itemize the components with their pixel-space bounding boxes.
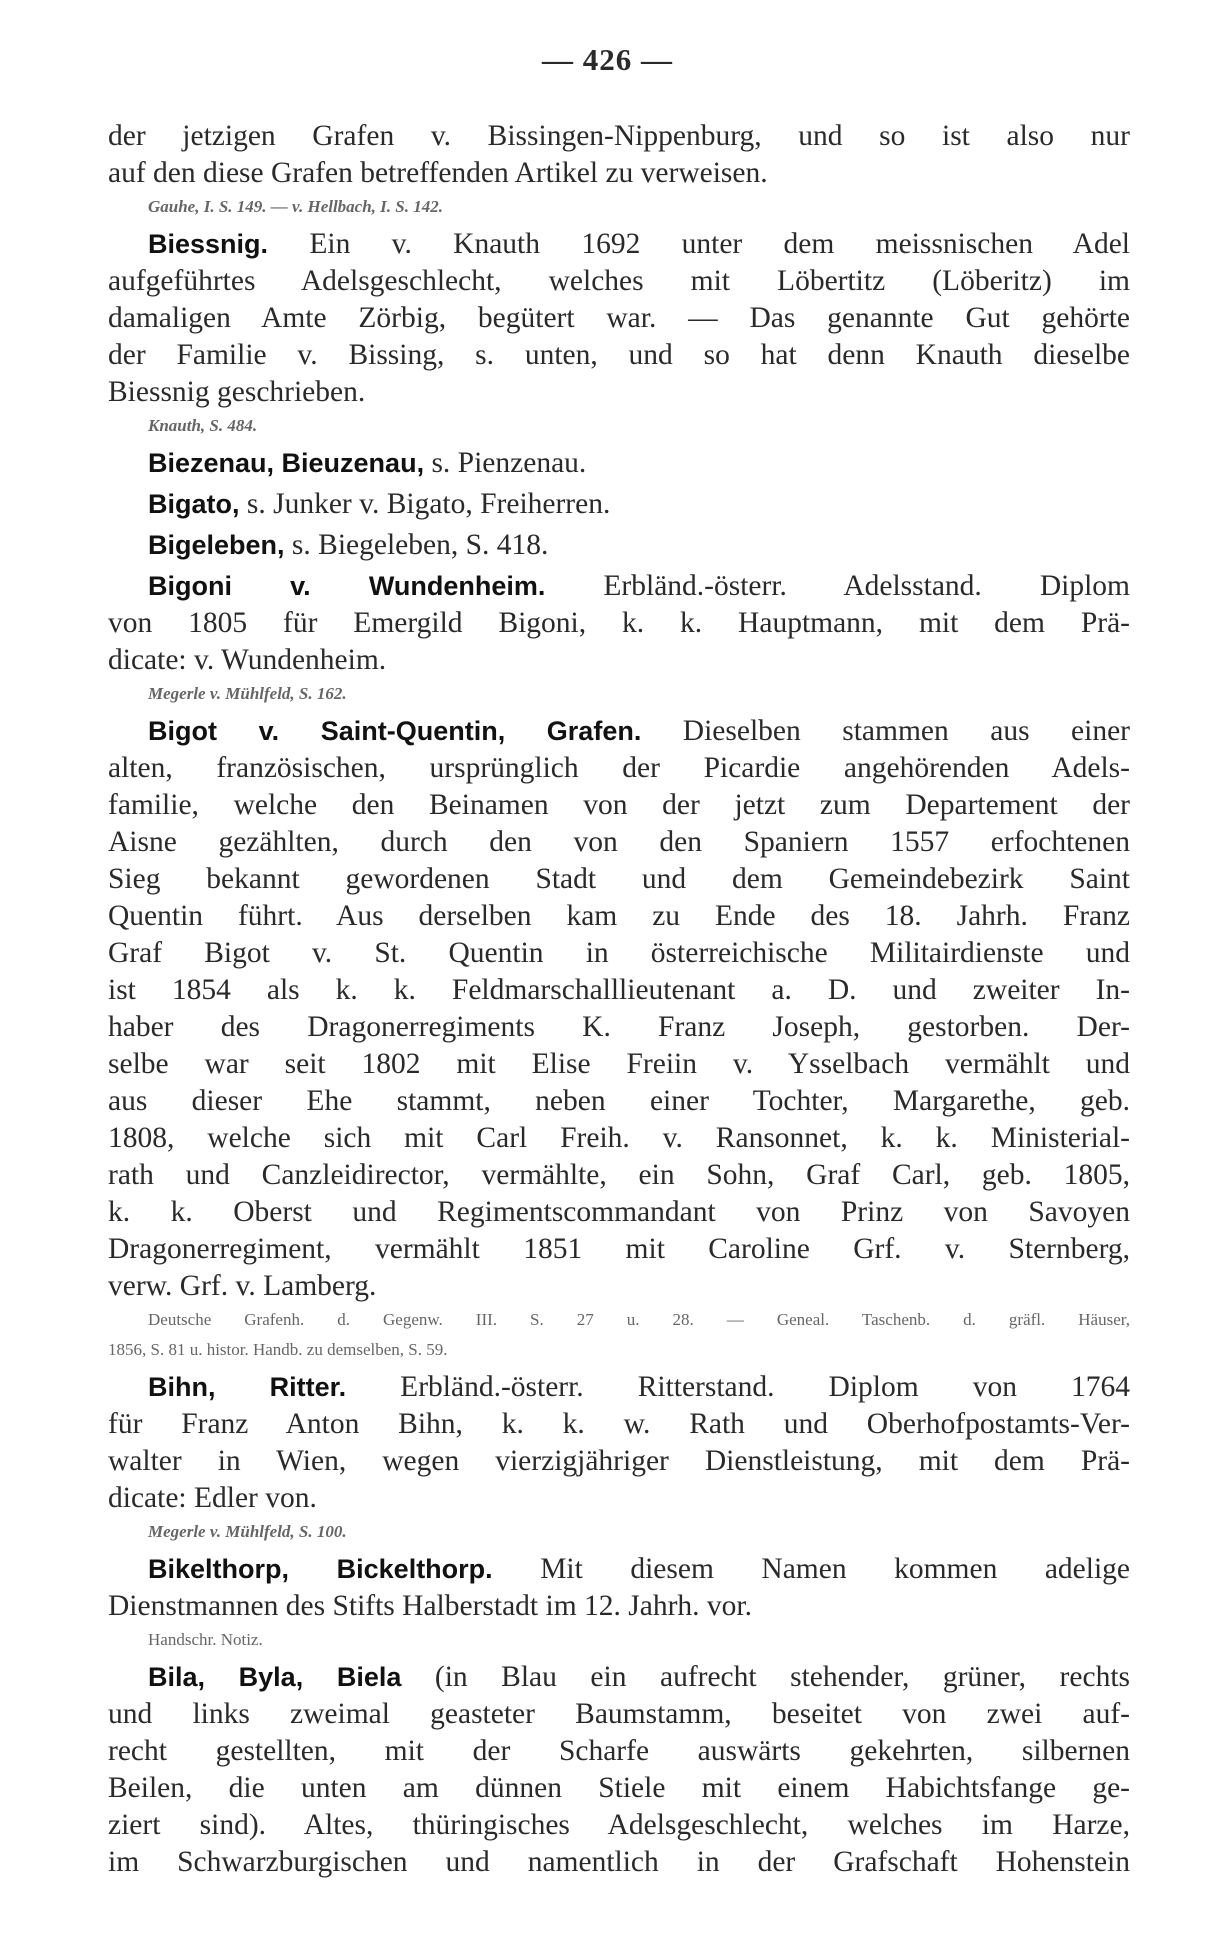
text-line: auf den diese Grafen betreffenden Artikel zu verweisen. bbox=[108, 157, 768, 189]
text-line bbox=[108, 1369, 1130, 1406]
citation-line: Gauhe, I. S. 149. — v. Hellbach, I. S. 142. bbox=[148, 197, 444, 216]
text-line: recht gestellten, mit der Scharfe auswärts gekehrten, silbernen bbox=[108, 1735, 1130, 1767]
text-line: ziert sind). Altes, thüringisches Adelsgeschlecht, welches im Harze, bbox=[108, 1809, 1130, 1841]
text-line: Biessnig geschrieben. bbox=[108, 376, 366, 408]
entry-text: Dieselben stammen aus einer bbox=[641, 715, 1130, 747]
text-line: für Franz Anton Bihn, k. k. w. Rath und Oberhofpostamts-Ver- bbox=[108, 1408, 1130, 1440]
text-line: 1808, welche sich mit Carl Freih. v. Ransonnet, k. k. Ministerial- bbox=[108, 1122, 1130, 1154]
text-line: Aisne gezählten, durch den von den Spaniern 1557 erfochtenen bbox=[108, 826, 1130, 858]
source-citation bbox=[108, 411, 1130, 441]
dictionary-entry bbox=[108, 568, 1130, 679]
text-line: alten, französischen, ursprünglich der Picardie angehörenden Adels- bbox=[108, 752, 1130, 784]
entry-headword: Bigoni v. Wundenheim. bbox=[148, 571, 546, 601]
citation-line: Knauth, S. 484. bbox=[148, 416, 258, 435]
page-number: — 426 — bbox=[542, 42, 673, 77]
text-line bbox=[108, 486, 1130, 523]
text-line: Sieg bekannt gewordenen Stadt und dem Gemeindebezirk Saint bbox=[108, 863, 1130, 895]
citation-line: Megerle v. Mühlfeld, S. 100. bbox=[148, 1522, 347, 1541]
text-line: rath und Canzleidirector, vermählte, ein Sohn, Graf Carl, geb. 1805, bbox=[108, 1159, 1130, 1191]
text-line: dicate: v. Wundenheim. bbox=[108, 644, 387, 676]
text-line: familie, welche den Beinamen von der jetzt zum Departement der bbox=[108, 789, 1130, 821]
text-line: der jetzigen Grafen v. Bissingen-Nippenburg, und so ist also nur bbox=[108, 120, 1130, 152]
text-line: im Schwarzburgischen und namentlich in der Grafschaft Hohenstein bbox=[108, 1846, 1130, 1878]
entry-text: Ein v. Knauth 1692 unter dem meissnischen Adel bbox=[268, 228, 1130, 260]
dictionary-entry bbox=[108, 226, 1130, 411]
entry-text: s. Pienzenau. bbox=[424, 447, 587, 479]
entry-headword: Bigato, bbox=[148, 489, 240, 519]
text-line: aufgeführtes Adelsgeschlecht, welches mit Löbertitz (Löberitz) im bbox=[108, 265, 1130, 297]
dictionary-entry bbox=[108, 1551, 1130, 1625]
text-line: Beilen, die unten am dünnen Stiele mit einem Habichtsfange ge- bbox=[108, 1772, 1130, 1804]
text-line bbox=[108, 527, 1130, 564]
entry-text: (in Blau ein aufrecht stehender, grüner, rechts bbox=[401, 1661, 1130, 1693]
entry-headword: Bihn, Ritter. bbox=[148, 1372, 347, 1402]
text-line: der Familie v. Bissing, s. unten, und so hat denn Knauth dieselbe bbox=[108, 339, 1130, 371]
entry-text: s. Biegeleben, S. 418. bbox=[284, 529, 549, 561]
entry-headword: Bila, Byla, Biela bbox=[148, 1662, 402, 1692]
text-line: walter in Wien, wegen vierzigjähriger Dienstleistung, mit dem Prä- bbox=[108, 1445, 1130, 1477]
text-line bbox=[108, 226, 1130, 263]
text-line: damaligen Amte Zörbig, begütert war. — Das genannte Gut gehörte bbox=[108, 302, 1130, 334]
source-citation bbox=[108, 1625, 1130, 1655]
dictionary-entry bbox=[108, 486, 1130, 523]
dictionary-entry bbox=[108, 1659, 1130, 1881]
text-line: selbe war seit 1802 mit Elise Freiin v. Ysselbach vermählt und bbox=[108, 1048, 1130, 1080]
dictionary-entry bbox=[108, 713, 1130, 1305]
entry-headword: Bigeleben, bbox=[148, 530, 285, 560]
entry-text: s. Junker v. Bigato, Freiherren. bbox=[239, 488, 611, 520]
source-citation bbox=[108, 1517, 1130, 1547]
text-line: von 1805 für Emergild Bigoni, k. k. Hauptmann, mit dem Prä- bbox=[108, 607, 1130, 639]
entry-text: Erbländ.-österr. Adelsstand. Diplom bbox=[545, 570, 1130, 602]
text-line bbox=[108, 1659, 1130, 1696]
text-line: Quentin führt. Aus derselben kam zu Ende des 18. Jahrh. Franz bbox=[108, 900, 1130, 932]
text-line: Dienstmannen des Stifts Halberstadt im 12. Jahrh. vor. bbox=[108, 1590, 752, 1622]
text-line: Dragonerregiment, vermählt 1851 mit Caroline Grf. v. Sternberg, bbox=[108, 1233, 1130, 1265]
text-line bbox=[108, 713, 1130, 750]
dictionary-entry bbox=[108, 445, 1130, 482]
source-citation bbox=[108, 192, 1130, 222]
citation-line: Megerle v. Mühlfeld, S. 162. bbox=[148, 684, 347, 703]
text-line bbox=[108, 568, 1130, 605]
entry-text: Mit diesem Namen kommen adelige bbox=[492, 1553, 1131, 1585]
source-citation bbox=[108, 1305, 1130, 1365]
text-line bbox=[108, 1551, 1130, 1588]
entry-text: Erbländ.-österr. Ritterstand. Diplom von 1764 bbox=[346, 1371, 1130, 1403]
entry-headword: Bigot v. Saint-Quentin, Grafen. bbox=[148, 716, 642, 746]
text-line bbox=[108, 445, 1130, 482]
citation-line: Deutsche Grafenh. d. Gegenw. III. S. 27 u. 28. — Geneal. Taschenb. d. gräfl. Häuser, bbox=[148, 1310, 1130, 1329]
text-line: ist 1854 als k. k. Feldmarschalllieutenant a. D. und zweiter In- bbox=[108, 974, 1130, 1006]
text-line: und links zweimal geasteter Baumstamm, beseitet von zwei auf- bbox=[108, 1698, 1130, 1730]
continued-paragraph bbox=[108, 118, 1130, 192]
text-line: haber des Dragonerregiments K. Franz Joseph, gestorben. Der- bbox=[108, 1011, 1130, 1043]
text-line: k. k. Oberst und Regimentscommandant von Prinz von Savoyen bbox=[108, 1196, 1130, 1228]
dictionary-entry bbox=[108, 527, 1130, 564]
text-line: aus dieser Ehe stammt, neben einer Tochter, Margarethe, geb. bbox=[108, 1085, 1130, 1117]
citation-line: 1856, S. 81 u. histor. Handb. zu demselben, S. 59. bbox=[108, 1340, 448, 1359]
citation-line: Handschr. Notiz. bbox=[148, 1630, 263, 1649]
entry-headword: Biessnig. bbox=[148, 229, 269, 259]
dictionary-entry bbox=[108, 1369, 1130, 1517]
source-citation bbox=[108, 679, 1130, 709]
text-line: Graf Bigot v. St. Quentin in österreichische Militairdienste und bbox=[108, 937, 1130, 969]
page-text bbox=[108, 118, 1130, 1881]
text-line: verw. Grf. v. Lamberg. bbox=[108, 1270, 377, 1302]
text-line: dicate: Edler von. bbox=[108, 1482, 317, 1514]
entry-headword: Bikelthorp, Bickelthorp. bbox=[148, 1554, 493, 1584]
entry-headword: Biezenau, Bieuzenau, bbox=[148, 448, 425, 478]
